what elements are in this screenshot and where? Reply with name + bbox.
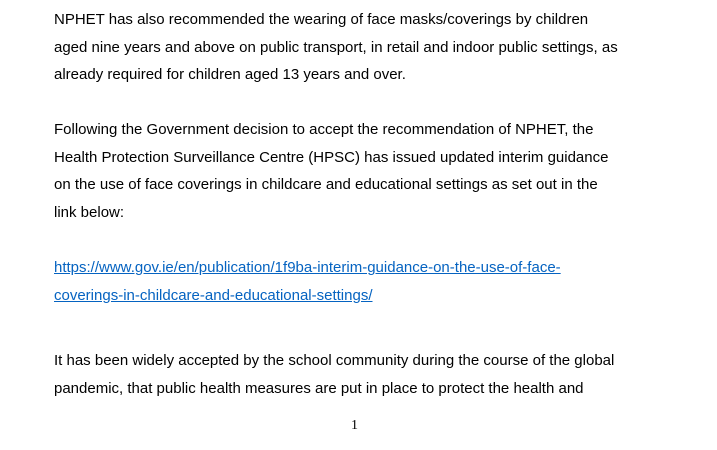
text-line: pandemic, that public health measures are put in place to protect the health and [54,379,584,397]
text-line: link below: [54,203,125,221]
text-line: It has been widely accepted by the school community during the course of the global [54,352,615,369]
text-line: already required for children aged 13 years and over. [54,66,406,83]
paragraph-nphet-recommendation [54,6,694,89]
text-line: NPHET has also recommended the wearing of face masks/coverings by children [54,11,589,28]
page-number: 1 [351,418,358,433]
text-line: Health Protection Surveillance Centre (HPSC) has issued updated interim guidance [54,148,609,166]
paragraph-guidance-link [54,254,694,309]
text-line: on the use of face coverings in childcare and educational settings as set out in the [54,176,598,193]
paragraph-school-community [54,347,694,402]
guidance-link-continued[interactable]: coverings-in-childcare-and-educational-settings/ [54,286,373,304]
guidance-link[interactable]: https://www.gov.ie/en/publication/1f9ba-interim-guidance-on-the-use-of-face- [54,259,561,276]
paragraph-hpsc-guidance [54,116,694,226]
text-line: Following the Government decision to accept the recommendation of NPHET, the [54,121,594,138]
text-line: aged nine years and above on public transport, in retail and indoor public settings, as [54,38,618,56]
